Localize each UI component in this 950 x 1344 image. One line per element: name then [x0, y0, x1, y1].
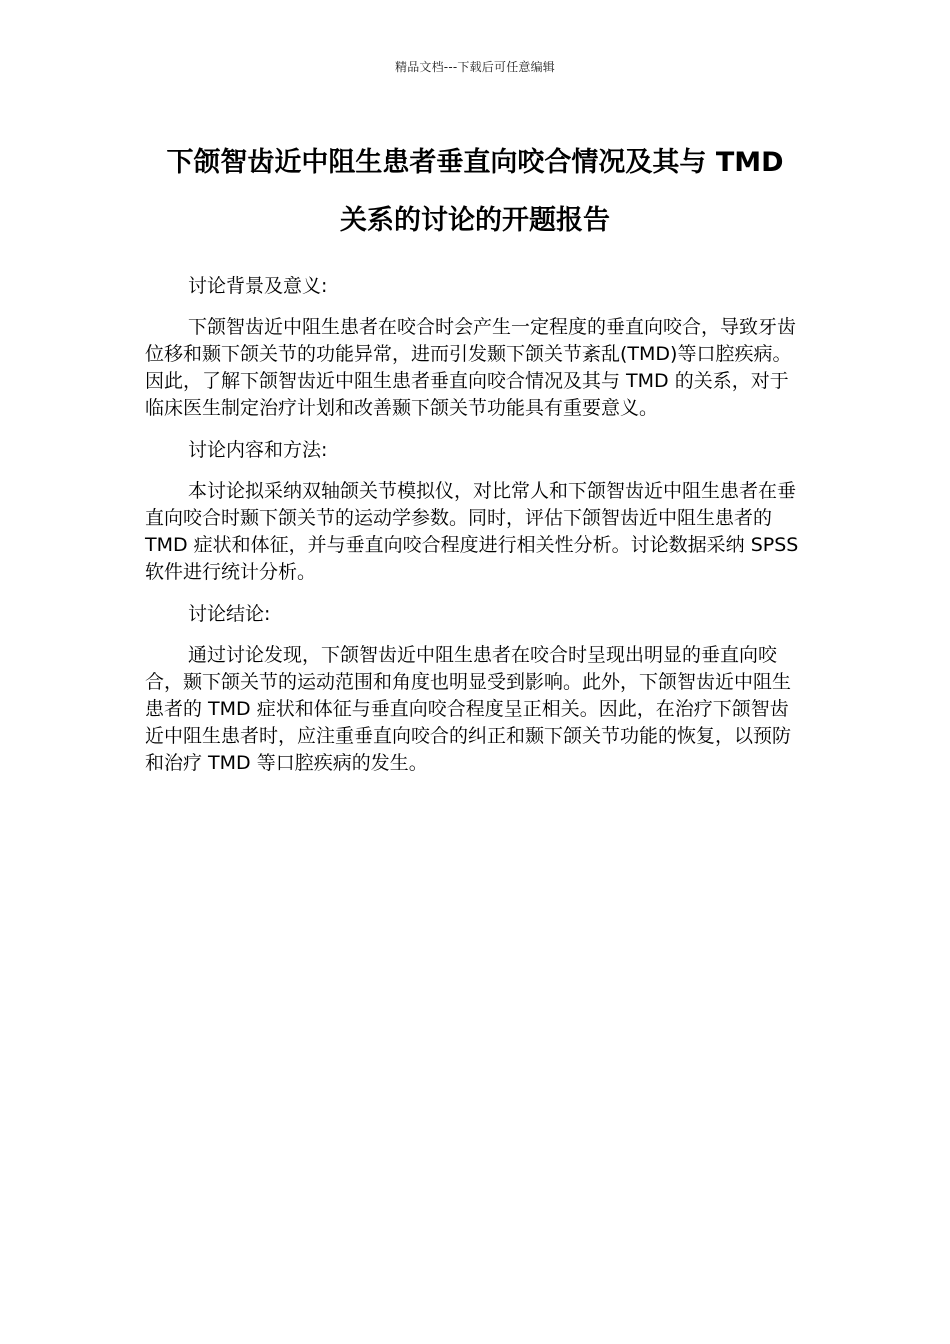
document-body — [145, 272, 800, 791]
section-content-methods — [145, 436, 800, 586]
section-heading-background: 讨论背景及意义: — [188, 275, 328, 297]
section-heading-content-methods: 讨论内容和方法: — [188, 439, 328, 461]
document-title-line-1: 下颌智齿近中阻生患者垂直向咬合情况及其与 TMD — [166, 147, 784, 178]
section-paragraph-background: 下颌智齿近中阻生患者在咬合时会产生一定程度的垂直向咬合，导致牙齿位移和颞下颌关节的功能异常，进而引发颞下颌关节紊乱(TMD)等口腔疾病。因此，了解下颌智齿近中阻生患者垂直向咬合情况及其与 TMD 的关系，对于临床医生制定治疗计划和改善颞下颌关节功能具有重要意义。 — [145, 316, 797, 419]
section-paragraph-conclusion: 通过讨论发现，下颌智齿近中阻生患者在咬合时呈现出明显的垂直向咬合，颞下颌关节的运动范围和角度也明显受到影响。此外，下颌智齿近中阻生患者的 TMD 症状和体征与垂直向咬合程度呈正相关。因此，在治疗下颌智齿近中阻生患者时，应注重垂直向咬合的纠正和颞下颌关节功能的恢复，以预防和治疗 TMD 等口腔疾病的发生。 — [145, 644, 792, 774]
page-header-note: 精品文档---下载后可任意编辑 — [395, 60, 555, 74]
section-paragraph-content-methods: 本讨论拟采纳双轴颌关节模拟仪，对比常人和下颌智齿近中阻生患者在垂直向咬合时颞下颌关节的运动学参数。同时，评估下颌智齿近中阻生患者的 TMD 症状和体征，并与垂直向咬合程度进行相关性分析。讨论数据采纳 SPSS 软件进行统计分析。 — [145, 480, 799, 583]
document-title-line-2: 关系的讨论的开题报告 — [340, 205, 610, 236]
section-background — [145, 272, 800, 422]
section-heading-conclusion: 讨论结论: — [188, 603, 271, 625]
document-title — [145, 134, 805, 250]
section-conclusion — [145, 600, 800, 777]
